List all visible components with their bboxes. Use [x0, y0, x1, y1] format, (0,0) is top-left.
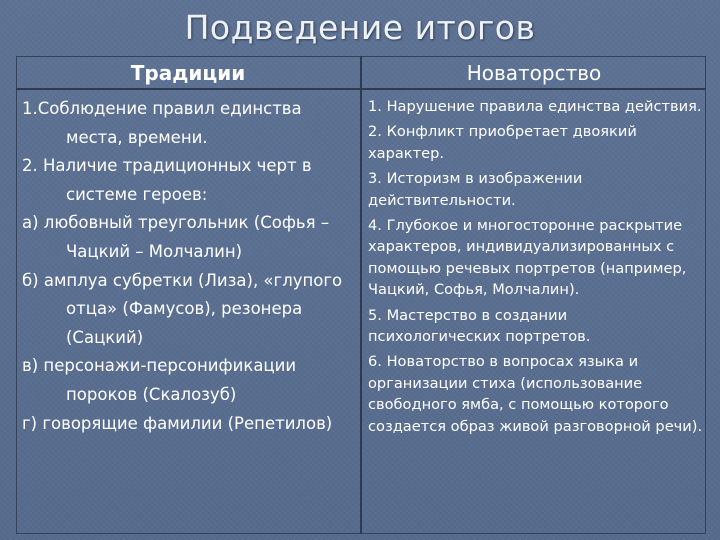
innovation-item: 3. Историзм в изображении действительности. — [368, 170, 583, 209]
innovation-item: 4. Глубокое и многосторонне раскрытие характеров, индивидуализированных с помощью речевых портретов (например, Чацкий, Софья, Молчалин). — [368, 217, 687, 299]
traditions-item: г) говорящие фамилии (Репетилов) — [22, 413, 333, 433]
innovation-item: 5. Мастерство в создании психологических портретов. — [368, 306, 591, 346]
traditions-item: б) амплуа субретки (Лиза), «глупого отца» (Фамусов), резонера (Сацкий) — [22, 270, 343, 347]
innovation-item: 2. Конфликт приобретает двоякий характер. — [368, 123, 637, 162]
innovation-item: 1. Нарушение правила единства действия. — [368, 98, 702, 115]
header-traditions: Традиции — [130, 61, 246, 85]
traditions-item: 1.Соблюдение правил единства места, времени. — [22, 99, 302, 147]
traditions-item: а) любовный треугольник (Софья – Чацкий – Молчалин) — [22, 213, 330, 261]
traditions-list — [22, 95, 358, 438]
header-innovation: Новаторство — [466, 61, 602, 85]
table-column-divider — [360, 56, 362, 534]
innovation-list — [368, 96, 704, 441]
traditions-item: 2. Наличие традиционных черт в системе героев: — [22, 156, 312, 204]
innovation-item: 6. Новаторство в вопросах языка и организации стиха (использование свободного ямба, с помощью которого создается образ живой разговорной речи). — [368, 353, 703, 435]
slide-title: Подведение итогов — [184, 8, 536, 47]
traditions-item: в) персонажи-персонификации пороков (Скалозуб) — [22, 356, 297, 404]
